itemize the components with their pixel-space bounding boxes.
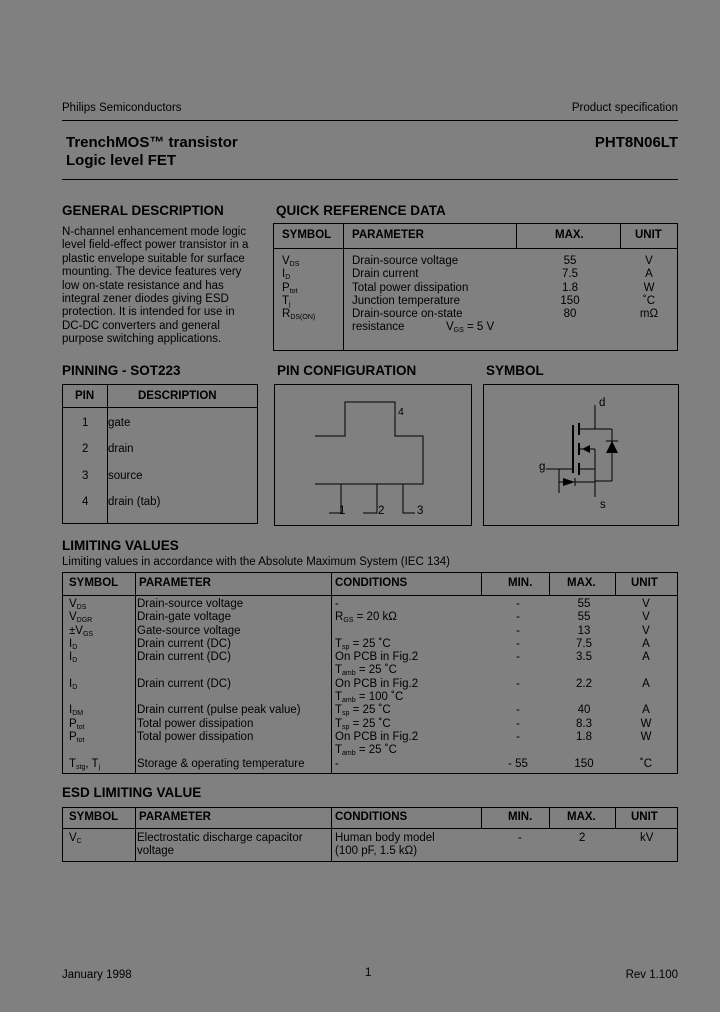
- quick-reference-row: $V_{DS}$ Drain-source voltage 55 V: [282, 255, 653, 268]
- company-name: Philips Semiconductors: [62, 102, 182, 114]
- quick-reference-table: SYMBOL PARAMETER MAX. UNIT $V_{DS}$ Drain-source voltage 55 V $I_D$ Drain current 7.5 A $P_{tot}$ Total power dissipation 1.8 W $T_j$ Junction temperature 150 ˚C $R_{DS(ON)}$ Drain-source on-state 80 mΩ resistance $V_{GS} = 5$ V: [273, 223, 678, 351]
- header-rule: [62, 120, 678, 121]
- part-number: PHT8N06LT: [594, 134, 678, 151]
- limiting-values-row: $P_{tot}$ Total power dissipation $T_{sp} = 25$ ˚C - 8.3 W: [69, 717, 652, 731]
- esd-table: SYMBOL PARAMETER CONDITIONS MIN. MAX. UNIT $V_C$ Electrostatic discharge capacitor voltage Human body model (100 pF, 1.5 kΩ) - 2 kV: [62, 807, 678, 862]
- pin-configuration-heading: PIN CONFIGURATION: [277, 363, 417, 378]
- limiting-values-row: $I_D$ Drain current (DC) On PCB in Fig.2 $T_{amb} = 100$ ˚C - 2.2 A: [69, 677, 650, 705]
- mosfet-symbol: d g s: [483, 384, 679, 526]
- title-line-2: Logic level FET: [66, 152, 177, 169]
- pinning-heading: PINNING - SOT223: [62, 363, 181, 378]
- esd-heading: ESD LIMITING VALUE: [62, 785, 202, 800]
- limiting-values-row: $V_{DGR}$ Drain-gate voltage $R_{GS} = 20$ kΩ - 55 V: [69, 611, 650, 625]
- limiting-values-row: $I_D$ Drain current (DC) On PCB in Fig.2 $T_{amb} = 25$ ˚C - 3.5 A: [69, 651, 650, 678]
- limiting-values-intro: Limiting values in accordance with the Absolute Maximum System (IEC 134): [62, 556, 450, 568]
- limiting-values-row: $I_{DM}$ Drain current (pulse peak value) $T_{sp} = 25$ ˚C - 40 A: [69, 704, 650, 718]
- quick-reference-row: $R_{DS(ON)}$ Drain-source on-state 80 mΩ: [282, 308, 659, 322]
- pin-configuration-diagram: 4 1 2 3: [274, 384, 472, 526]
- footer-date: January 1998: [62, 969, 132, 981]
- footer-revision: Rev 1.100: [625, 969, 678, 981]
- limiting-values-table: SYMBOL PARAMETER CONDITIONS MIN. MAX. UNIT $V_{DS}$ Drain-source voltage - - 55 V $V_{DGR}$ Drain-gate voltage $R_{GS} = 20$ kΩ - 55 V $\pm V_{GS}$ Gate-source voltage - 13 V $I_D$ Drain current (DC) $T_{sp} = 25$ ˚C - 7.5 A $I_D$ Drain current (DC) On PCB in Fig.2 $T_{amb} = 25$ ˚C - 3.5 A $I_D$ Drain current (DC) On PCB in Fig.2 $T_{amb} = 100$ ˚C - 2.2 A $I_{DM}$ Drain current (pulse peak value) $T_{sp} = 25$ ˚C - 40 A $P_{tot}$ Total power dissipation $T_{sp} = 25$ ˚C - 8.3 W $P_{tot}$ Total power dissipation On PCB in Fig.2 $T_{amb} = 25$ ˚C - 1.8 W $T_{stg}$, $T_j$ Storage & operating temperature - - 55 150 ˚C: [62, 572, 678, 774]
- quick-reference-row: $T_j$ Junction temperature 150 ˚C: [282, 294, 656, 308]
- title-rule: [62, 179, 678, 180]
- footer-page: 1: [365, 967, 372, 979]
- symbol-heading: SYMBOL: [486, 363, 544, 378]
- quick-reference-row: $I_D$ Drain current 7.5 A: [282, 268, 653, 282]
- limiting-values-row: $P_{tot}$ Total power dissipation On PCB in Fig.2 $T_{amb} = 25$ ˚C - 1.8 W: [69, 730, 652, 758]
- quick-reference-row: $P_{tot}$ Total power dissipation 1.8 W: [282, 281, 655, 295]
- limiting-values-row: $I_D$ Drain current (DC) $T_{sp} = 25$ ˚C - 7.5 A: [69, 637, 650, 651]
- quick-reference-heading: QUICK REFERENCE DATA: [276, 203, 446, 218]
- document-type: Product specification: [571, 102, 678, 114]
- limiting-values-row: $V_{DS}$ Drain-source voltage - - 55 V: [69, 598, 650, 611]
- general-description-heading: GENERAL DESCRIPTION: [62, 203, 224, 218]
- pinning-table: PIN DESCRIPTION 1 gate 2 drain 3 source 4 drain (tab): [62, 384, 258, 524]
- limiting-values-heading: LIMITING VALUES: [62, 538, 179, 553]
- title-line-1: TrenchMOS™ transistor: [66, 134, 238, 151]
- limiting-values-row: $\pm V_{GS}$ Gate-source voltage - 13 V: [69, 624, 650, 638]
- general-description-text: N-channel enhancement mode logic level field-effect power transistor in a plastic envelope suitable for surface mounting. The device features very low on-state resistance and has integral zener diodes giving ESD protection. It is intended for use in DC-DC converters and general purpose switching applications.: [62, 226, 249, 346]
- limiting-values-row: $T_{stg}$, $T_j$ Storage & operating temperature - - 55 150 ˚C: [69, 757, 653, 771]
